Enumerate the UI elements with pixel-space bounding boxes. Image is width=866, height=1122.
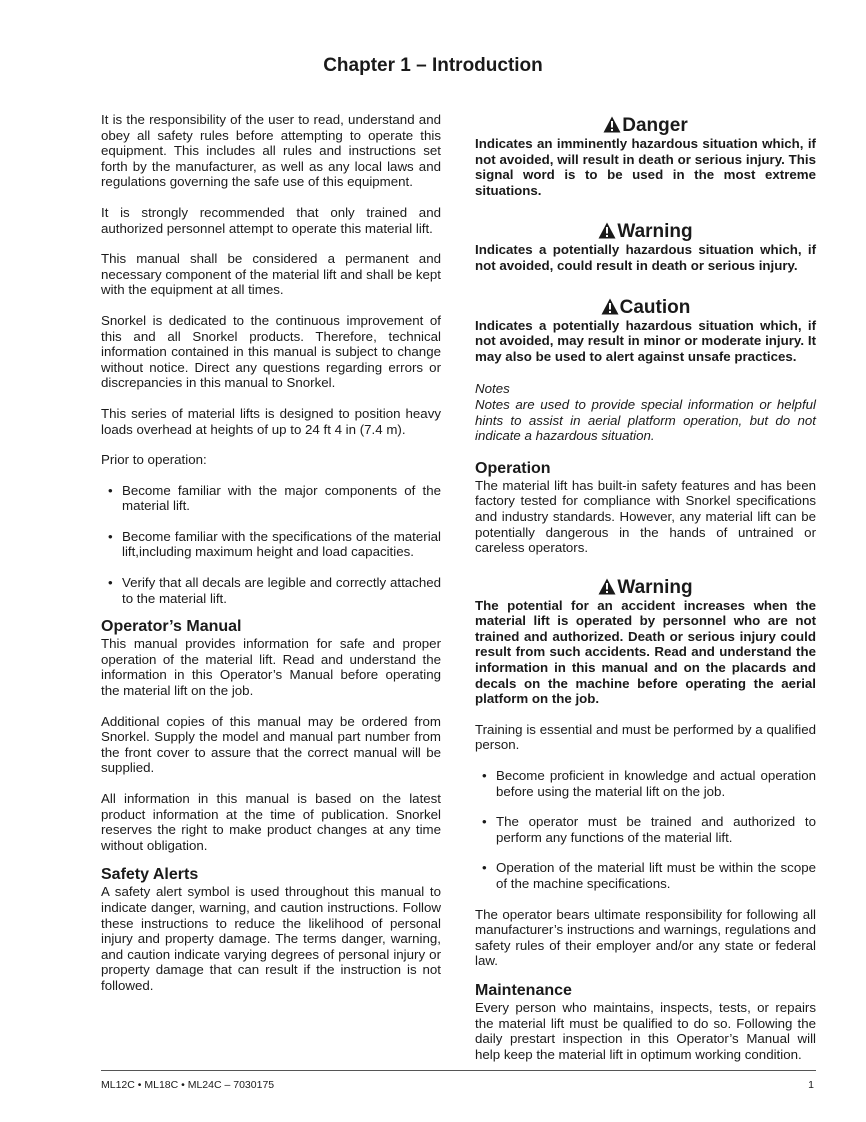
warning-triangle-icon [603, 116, 621, 133]
footer-divider [101, 1070, 816, 1071]
training-list [475, 768, 816, 892]
maintenance-heading: Maintenance [475, 981, 572, 999]
warning-triangle-icon [601, 298, 619, 315]
warning-heading: Warning [475, 578, 816, 598]
warning-description: The potential for an accident increases when the material lift is operated by personnel who are not trained and authorized. Death or serious injury could result from such accidents. Read and understand the information in this manual and on the placards and decals on the machine before operating the aerial platform on the job. [475, 597, 816, 707]
list-item: • Verify that all decals are legible and correctly attached to the material lift. [108, 575, 441, 606]
bullet-icon: • [482, 768, 487, 784]
list-item: • Become proficient in knowledge and actual operation before using the material lift on the job. [482, 768, 816, 799]
operation-paragraph: The material lift has built-in safety features and has been factory tested for compliance with Snorkel specifications and industry standards. However, any material lift can be potentially dangerous in the hands of untrained or careless operators. [475, 477, 816, 556]
intro-paragraph: This manual shall be considered a permanent and necessary component of the material lift and shall be kept with the equipment at all times. [101, 251, 441, 298]
notes-title: Notes [475, 381, 510, 397]
bullet-icon: • [108, 528, 113, 544]
danger-heading: Danger [475, 116, 816, 136]
list-item: • The operator must be trained and authorized to perform any functions of the material lift. [482, 814, 816, 845]
safety-alerts-paragraph: A safety alert symbol is used throughout this manual to indicate danger, warning, and caution instructions. Follow these instructions to reduce the likelihood of personal injury and property damage. The terms danger, warning, and caution indicate varying degrees of personal injury or property damage that can result if the instruction is not followed. [101, 884, 441, 993]
bullet-icon: • [482, 860, 487, 876]
training-paragraph: Training is essential and must be performed by a qualified person. [475, 721, 816, 753]
warning-triangle-icon [598, 578, 616, 595]
list-item: • Operation of the material lift must be within the scope of the machine specifications. [482, 860, 816, 891]
operation-heading: Operation [475, 459, 551, 477]
prior-to-operation: Prior to operation: [101, 452, 207, 468]
caution-description: Indicates a potentially hazardous situation which, if not avoided, may result in minor or moderate injury. It may also be used to alert against unsafe practices. [475, 317, 816, 364]
page-title: Chapter 1 – Introduction [323, 55, 543, 76]
intro-paragraph: It is strongly recommended that only trained and authorized personnel attempt to operate this material lift. [101, 204, 441, 236]
list-item: • Become familiar with the major components of the material lift. [108, 482, 441, 514]
bullet-icon: • [108, 575, 113, 591]
list-item: • Become familiar with the specifications of the material lift,including maximum height and load capacities. [108, 528, 441, 560]
right-column [475, 116, 816, 1062]
danger-description: Indicates an imminently hazardous situation which, if not avoided, will result in death or serious injury. This signal word is to be used in the most extreme situations. [475, 136, 816, 198]
notes-description: Notes are used to provide special information or helpful hints to assist in aerial platform operation, but do not indicate a hazardous situation. [475, 396, 816, 444]
intro-paragraph: This series of material lifts is designed to position heavy loads overhead at heights of up to 24 ft 4 in (7.4 m). [101, 405, 441, 437]
warning-triangle-icon [598, 222, 616, 239]
bullet-icon: • [108, 482, 113, 498]
operators-manual-paragraph: Additional copies of this manual may be ordered from Snorkel. Supply the model and manual part number from the front cover to assure that the correct manual will be supplied. [101, 713, 441, 776]
warning-description: Indicates a potentially hazardous situation which, if not avoided, could result in death or serious injury. [475, 242, 816, 273]
intro-paragraph: Snorkel is dedicated to the continuous improvement of this and all Snorkel products. Therefore, technical information contained in this manual is subject to change without notice. Direct any questions regarding errors or discrepancies in this manual to Snorkel. [101, 312, 441, 391]
intro-paragraph: It is the responsibility of the user to read, understand and obey all safety rules before attempting to operate this equipment. This includes all rules and instructions set forth by the manufacturer, as well as any local laws and regulations governing the safe use of this equipment. [101, 112, 441, 190]
safety-alerts-heading: Safety Alerts [101, 866, 199, 884]
bullet-icon: • [482, 814, 487, 830]
operators-manual-paragraph: All information in this manual is based on the latest product information at the time of publication. Snorkel reserves the right to make product changes at any time without obligation. [101, 791, 441, 853]
operators-manual-heading: Operator’s Manual [101, 618, 242, 636]
warning-heading: Warning [475, 222, 816, 242]
page-number: 1 [808, 1079, 814, 1091]
left-column [101, 112, 441, 994]
operators-manual-paragraph: This manual provides information for safe and proper operation of the material lift. Read and understand the information in this Operator’s Manual before operating the material lift on the job. [101, 636, 441, 699]
caution-heading: Caution [475, 298, 816, 318]
responsibility-paragraph: The operator bears ultimate responsibility for following all manufacturer’s instructions and warnings, regulations and safety rules of their employer and/or any state or federal law. [475, 906, 816, 969]
prior-operation-list [101, 483, 441, 607]
footer-model-info: ML12C • ML18C • ML24C – 7030175 [101, 1079, 275, 1091]
maintenance-paragraph: Every person who maintains, inspects, tests, or repairs the material lift must be qualified to do so. Following the daily prestart inspection in this Operator’s Manual will help keep the material lift in optimum working condition. [475, 999, 816, 1062]
